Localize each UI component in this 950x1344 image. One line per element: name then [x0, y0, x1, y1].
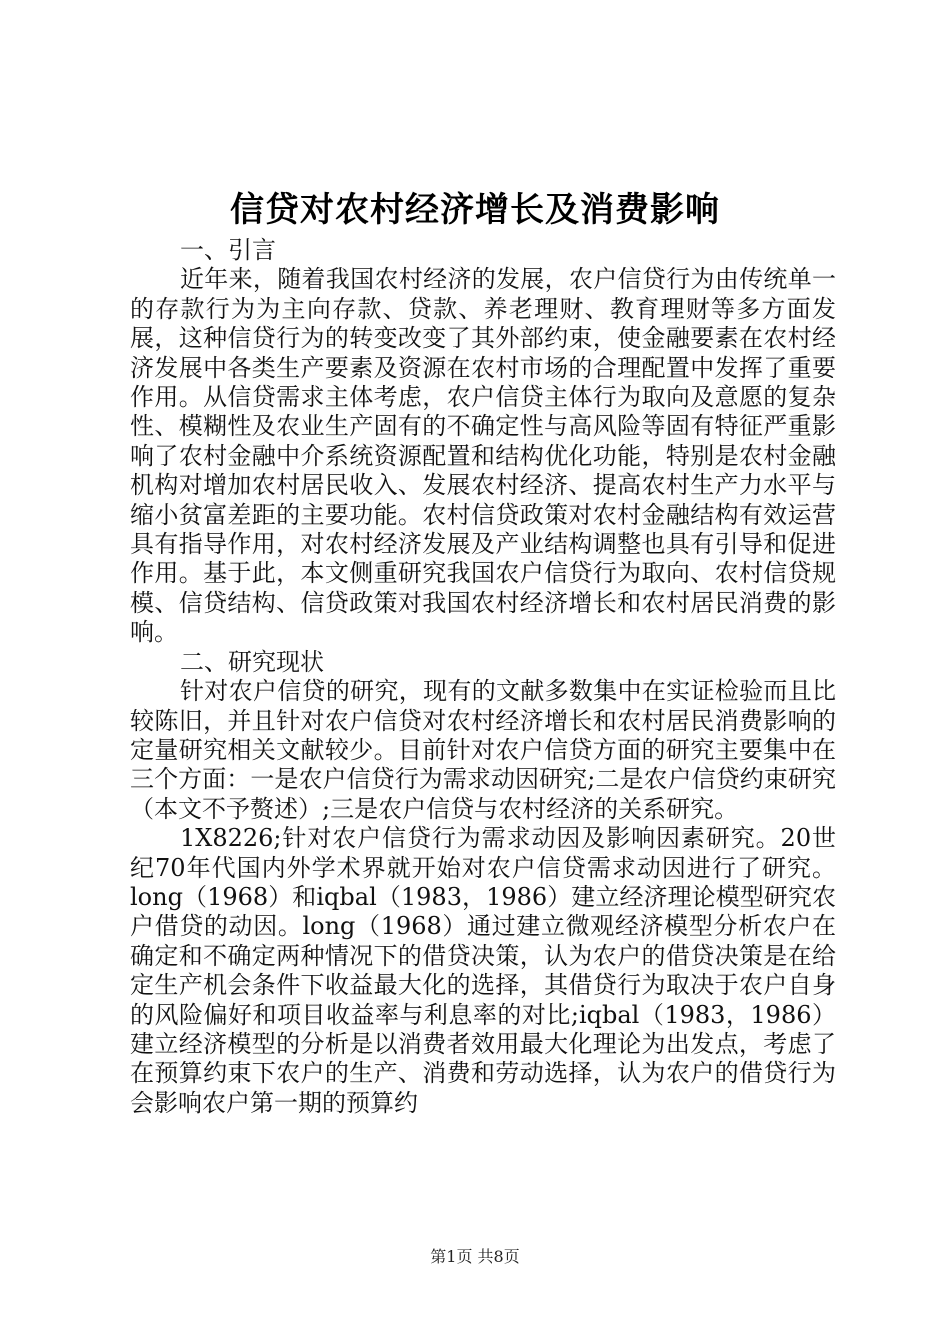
- page-footer: 第1页 共8页: [430, 1247, 520, 1266]
- document-title: 信贷对农村经济增长及消费影响: [230, 190, 720, 230]
- paragraph-research-status: 针对农户信贷的研究，现有的文献多数集中在实证检验而且比较陈旧，并且针对农户信贷对农村经济增长和农村居民消费影响的定量研究相关文献较少。目前针对农户信贷方面的研究主要集中在三个方面：一是农户信贷行为需求动因研究;二是农户信贷约束研究（本文不予赘述）;三是农户信贷与农村经济的关系研究。: [130, 677, 836, 823]
- section-heading-introduction: 一、引言: [180, 236, 276, 264]
- document-body: [130, 236, 836, 1118]
- paragraph-introduction: 近年来，随着我国农村经济的发展，农户信贷行为由传统单一的存款行为为主向存款、贷款、养老理财、教育理财等多方面发展，这种信贷行为的转变改变了其外部约束，使金融要素在农村经济发展中各类生产要素及资源在农村市场的合理配置中发挥了重要作用。从信贷需求主体考虑，农户信贷主体行为取向及意愿的复杂性、模糊性及农业生产固有的不确定性与高风险等固有特征严重影响了农村金融中介系统资源配置和结构优化功能，特别是农村金融机构对增加农村居民收入、发展农村经济、提高农村生产力水平与缩小贫富差距的主要功能。农村信贷政策对农村金融结构有效运营具有指导作用，对农村经济发展及产业结构调整也具有引导和促进作用。基于此，本文侧重研究我国农户信贷行为取向、农村信贷规模、信贷结构、信贷政策对我国农村经济增长和农村居民消费的影响。: [130, 265, 836, 647]
- section-heading-research-status: 二、研究现状: [180, 647, 324, 676]
- paragraph-credit-demand-motives: 1X8226;针对农户信贷行为需求动因及影响因素研究。20世纪70年代国内外学术界就开始对农户信贷需求动因进行了研究。long（1968）和iqbal（1983，1986）建立经济理论模型研究农户借贷的动因。long（1968）通过建立微观经济模型分析农户在确定和不确定两种情况下的借贷决策，认为农户的借贷决策是在给定生产机会条件下收益最大化的选择，其借贷行为取决于农户自身的风险偏好和项目收益率与利息率的对比;iqbal（1983，1986）建立经济模型的分析是以消费者效用最大化理论为出发点，考虑了在预算约束下农户的生产、消费和劳动选择，认为农户的借贷行为会影响农户第一期的预算约: [130, 824, 836, 1117]
